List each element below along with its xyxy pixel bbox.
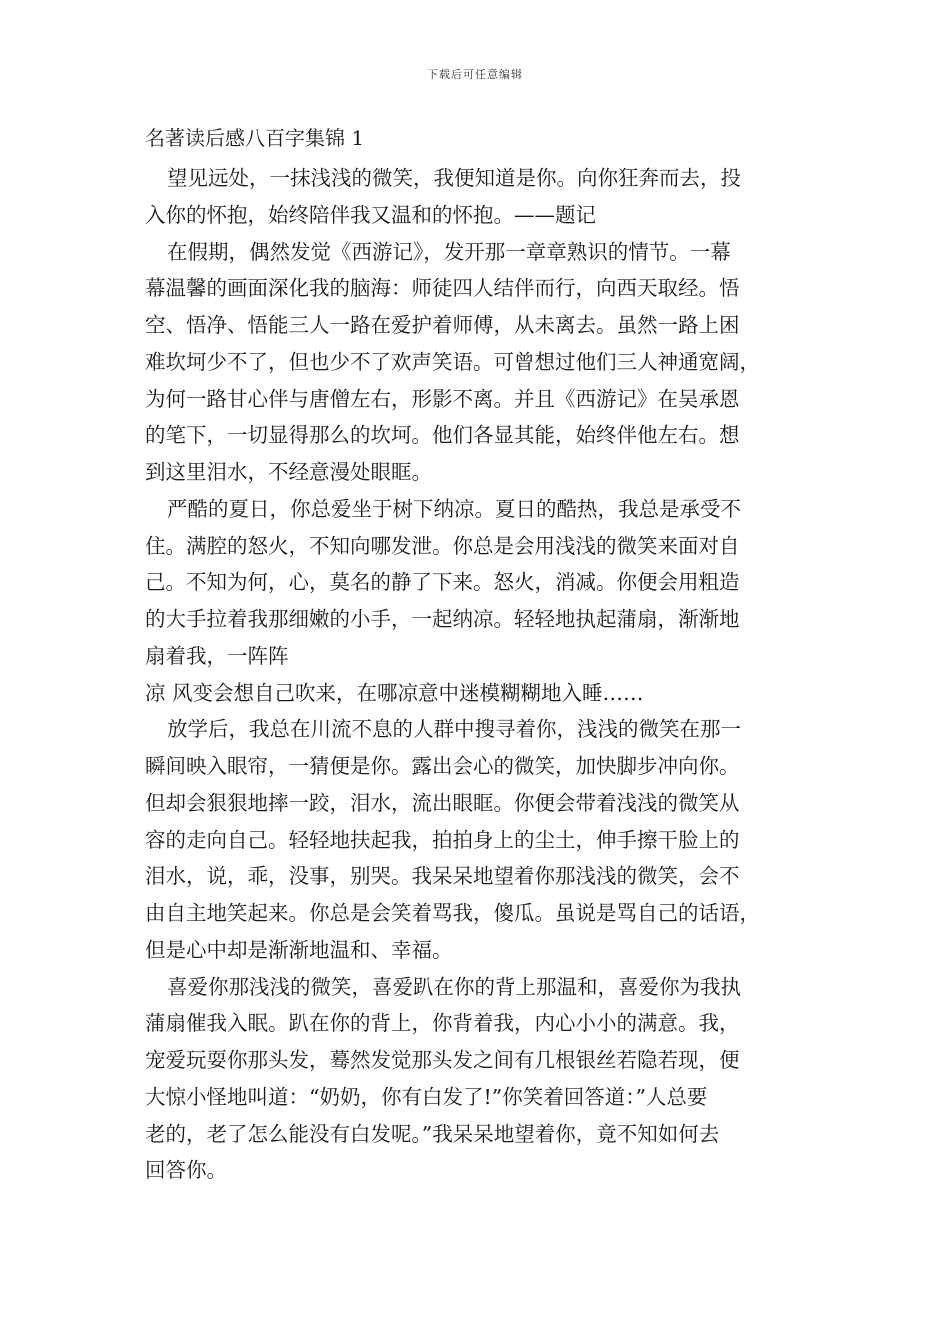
text-line: 回答你。 xyxy=(145,1158,227,1183)
text-line: 泪水，说，乖，没事，别哭。我呆呆地望着你那浅浅的微笑，会不 xyxy=(145,864,740,889)
text-line: 扇着我，一阵阵 xyxy=(145,643,289,668)
text-line: 放学后，我总在川流不息的人群中搜寻着你，浅浅的微笑在那一 xyxy=(167,717,741,742)
text-line: 到这里泪水，不经意漫处眼眶。 xyxy=(145,460,432,484)
text-line: 难坎坷少不了，但也少不了欢声笑语。可曾想过他们三人神通宽阔， xyxy=(145,349,760,374)
page-header: 下载后可任意编辑 xyxy=(427,68,523,81)
text-line: 住。满腔的怒火，不知向哪发泄。你总是会用浅浅的微笑来面对自 xyxy=(145,533,740,558)
text-line: 老的，老了怎么能没有白发呢。”我呆呆地望着你，竟不知如何去 xyxy=(145,1121,720,1146)
text-line: 由自主地笑起来。你总是会笑着骂我，傻瓜。虽说是骂自己的话语， xyxy=(145,901,760,925)
text-line: 容的走向自己。轻轻地扶起我，拍拍身上的尘土，伸手擦干脸上的 xyxy=(145,827,740,852)
text-line: 入你的怀抱，始终陪伴我又温和的怀抱。——题记 xyxy=(145,202,596,227)
text-line: 望见远处，一抹浅浅的微笑，我便知道是你。向你狂奔而去，投 xyxy=(167,166,741,190)
text-line: 蒲扇催我入眠。趴在你的背上，你背着我，内心小小的满意。我， xyxy=(145,1011,740,1036)
text-line: 己。不知为何，心，莫名的静了下来。怒火，消减。你便会用粗造 xyxy=(145,570,740,595)
text-line: 的大手拉着我那细嫩的小手，一起纳凉。轻轻地执起蒲扇，渐渐地 xyxy=(145,607,740,631)
document-body xyxy=(145,160,813,1189)
text-line: 幕温馨的画面深化我的脑海：师徒四人结伴而行，向西天取经。悟 xyxy=(145,276,740,301)
text-line: 严酷的夏日，你总爱坐于树下纳凉。夏日的酷热，我总是承受不 xyxy=(167,496,741,521)
document-title: 名著读后感八百字集锦 1 xyxy=(145,126,365,150)
text-line: 宠爱玩耍你那头发，蓦然发觉那头发之间有几根银丝若隐若现，便 xyxy=(145,1048,740,1072)
text-line: 喜爱你那浅浅的微笑，喜爱趴在你的背上那温和，喜爱你为我执 xyxy=(167,974,741,999)
text-line: 空、悟净、悟能三人一路在爱护着师傅，从未离去。虽然一路上困 xyxy=(145,313,740,337)
text-line: 大惊小怪地叫道：“奶奶，你有白发了!”你笑着回答道：”人总要 xyxy=(145,1084,708,1109)
text-line: 但是心中却是渐渐地温和、幸福。 xyxy=(145,937,453,962)
text-line: 但却会狠狠地摔一跤，泪水，流出眼眶。你便会带着浅浅的微笑从 xyxy=(145,790,740,815)
text-line: 在假期，偶然发觉《西游记》，发开那一章章熟识的情节。一幕 xyxy=(167,239,731,264)
text-line: 瞬间映入眼帘，一猜便是你。露出会心的微笑，加快脚步冲向你。 xyxy=(145,754,740,778)
text-line: 凉 风变会想自己吹来，在哪凉意中迷模糊糊地入睡…… xyxy=(145,680,644,705)
text-line: 为何一路甘心伴与唐僧左右，形影不离。并且《西游记》在吴承恩 xyxy=(145,386,740,411)
text-line: 的笔下，一切显得那么的坎坷。他们各显其能，始终伴他左右。想 xyxy=(145,423,740,448)
